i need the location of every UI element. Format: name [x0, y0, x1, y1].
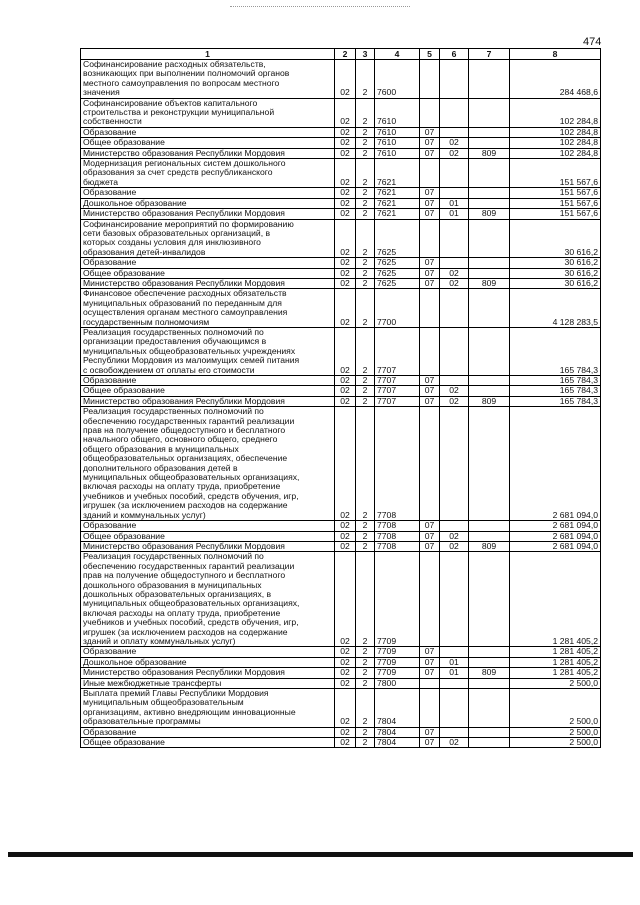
row-amount: 151 567,6 — [510, 198, 601, 208]
row-col-2: 02 — [335, 278, 356, 288]
row-col-3: 2 — [356, 258, 375, 268]
row-col-4: 7800 — [375, 678, 420, 688]
row-name: Софинансирование расходных обязательств, возникающих при выполнении полномочий органов местного самоуправления по вопросам местного значения — [81, 60, 335, 99]
row-col-4: 7709 — [375, 668, 420, 678]
table-row — [81, 219, 601, 258]
table-row — [81, 386, 601, 396]
header-col-7: 7 — [469, 49, 510, 60]
row-col-2: 02 — [335, 647, 356, 657]
row-name: Выплата премий Главы Республики Мордовия муниципальным общеобразовательным организациям, активно внедряющим инновационные образовательные программы — [81, 689, 335, 728]
row-col-3: 2 — [356, 219, 375, 258]
top-dotted-rule — [230, 6, 410, 7]
row-col-3: 2 — [356, 407, 375, 521]
row-col-3: 2 — [356, 668, 375, 678]
row-amount: 1 281 405,2 — [510, 668, 601, 678]
row-col-5: 07 — [420, 278, 440, 288]
row-col-6 — [440, 647, 469, 657]
table-row — [81, 657, 601, 667]
row-col-2: 02 — [335, 521, 356, 531]
row-col-6 — [440, 258, 469, 268]
row-col-4: 7621 — [375, 188, 420, 198]
row-col-5 — [420, 60, 440, 99]
row-col-5 — [420, 289, 440, 328]
table-row — [81, 327, 601, 375]
row-col-3: 2 — [356, 647, 375, 657]
row-col-4: 7610 — [375, 138, 420, 148]
row-col-3: 2 — [356, 148, 375, 158]
row-col-7: 809 — [469, 668, 510, 678]
row-col-5: 07 — [420, 138, 440, 148]
row-col-6: 01 — [440, 657, 469, 667]
row-name: Иные межбюджетные трансферты — [81, 678, 335, 688]
row-col-5: 07 — [420, 668, 440, 678]
row-col-2: 02 — [335, 258, 356, 268]
table-row — [81, 138, 601, 148]
row-col-7: 809 — [469, 148, 510, 158]
row-col-5 — [420, 219, 440, 258]
row-col-4: 7707 — [375, 386, 420, 396]
row-col-6: 02 — [440, 138, 469, 148]
row-col-4: 7804 — [375, 689, 420, 728]
table-body — [81, 60, 601, 748]
header-col-2: 2 — [335, 49, 356, 60]
row-col-5: 07 — [420, 148, 440, 158]
table-row — [81, 127, 601, 137]
header-col-4: 4 — [375, 49, 420, 60]
row-col-6 — [440, 327, 469, 375]
bottom-scan-bar — [8, 852, 633, 857]
row-col-2: 02 — [335, 289, 356, 328]
row-name: Министерство образования Республики Мордовия — [81, 396, 335, 406]
row-col-3: 2 — [356, 657, 375, 667]
row-col-5: 07 — [420, 258, 440, 268]
row-col-6 — [440, 219, 469, 258]
table-row — [81, 647, 601, 657]
row-col-4: 7610 — [375, 98, 420, 127]
row-amount: 30 616,2 — [510, 278, 601, 288]
row-name: Образование — [81, 727, 335, 737]
row-col-3: 2 — [356, 127, 375, 137]
table-row — [81, 198, 601, 208]
row-name: Модернизация региональных систем дошкольного образования за счет средств республиканского бюджета — [81, 159, 335, 188]
table-row — [81, 289, 601, 328]
row-col-4: 7600 — [375, 60, 420, 99]
row-col-4: 7700 — [375, 289, 420, 328]
row-col-2: 02 — [335, 376, 356, 386]
table-row — [81, 531, 601, 541]
row-col-5: 07 — [420, 531, 440, 541]
row-col-5: 07 — [420, 657, 440, 667]
row-col-4: 7621 — [375, 198, 420, 208]
row-col-6: 02 — [440, 531, 469, 541]
row-name: Министерство образования Республики Мордовия — [81, 209, 335, 219]
row-col-4: 7625 — [375, 268, 420, 278]
header-row — [81, 49, 601, 60]
row-col-3: 2 — [356, 98, 375, 127]
row-amount: 2 681 094,0 — [510, 541, 601, 551]
row-col-5 — [420, 689, 440, 728]
row-col-5: 07 — [420, 521, 440, 531]
row-col-2: 02 — [335, 219, 356, 258]
table-row — [81, 668, 601, 678]
row-amount: 151 567,6 — [510, 159, 601, 188]
row-col-2: 02 — [335, 396, 356, 406]
row-col-7 — [469, 188, 510, 198]
row-col-2: 02 — [335, 98, 356, 127]
row-col-6 — [440, 678, 469, 688]
row-col-4: 7707 — [375, 327, 420, 375]
row-amount: 1 281 405,2 — [510, 647, 601, 657]
table-row — [81, 727, 601, 737]
row-col-5: 07 — [420, 727, 440, 737]
table-row — [81, 188, 601, 198]
row-amount: 2 681 094,0 — [510, 531, 601, 541]
row-col-4: 7708 — [375, 531, 420, 541]
row-name: Министерство образования Республики Мордовия — [81, 541, 335, 551]
header-col-8: 8 — [510, 49, 601, 60]
row-col-7 — [469, 289, 510, 328]
row-amount: 2 500,0 — [510, 689, 601, 728]
row-col-7 — [469, 98, 510, 127]
row-col-7 — [469, 678, 510, 688]
row-col-7 — [469, 738, 510, 748]
row-col-4: 7625 — [375, 219, 420, 258]
row-col-5: 07 — [420, 127, 440, 137]
row-amount: 165 784,3 — [510, 376, 601, 386]
row-col-2: 02 — [335, 552, 356, 647]
row-amount: 165 784,3 — [510, 327, 601, 375]
row-name: Реализация государственных полномочий по организации предоставления обучающимся в муниципальных общеобразовательных учреждениях Республики Мордовия из малоимущих семей питания с освобождением от оплаты его стоимости — [81, 327, 335, 375]
row-col-5: 07 — [420, 198, 440, 208]
row-col-2: 02 — [335, 689, 356, 728]
row-col-6 — [440, 376, 469, 386]
row-col-3: 2 — [356, 188, 375, 198]
row-col-2: 02 — [335, 188, 356, 198]
row-col-2: 02 — [335, 668, 356, 678]
row-col-3: 2 — [356, 689, 375, 728]
row-amount: 102 284,8 — [510, 138, 601, 148]
row-name: Общее образование — [81, 738, 335, 748]
table-row — [81, 521, 601, 531]
row-amount: 165 784,3 — [510, 386, 601, 396]
row-col-7: 809 — [469, 209, 510, 219]
row-col-5 — [420, 98, 440, 127]
row-col-6: 02 — [440, 148, 469, 158]
table-row — [81, 258, 601, 268]
row-col-6 — [440, 289, 469, 328]
row-col-6 — [440, 188, 469, 198]
row-col-4: 7708 — [375, 541, 420, 551]
row-name: Общее образование — [81, 386, 335, 396]
table-row — [81, 678, 601, 688]
row-name: Образование — [81, 647, 335, 657]
row-col-3: 2 — [356, 278, 375, 288]
table-row — [81, 268, 601, 278]
row-amount: 2 500,0 — [510, 738, 601, 748]
row-col-3: 2 — [356, 159, 375, 188]
row-amount: 151 567,6 — [510, 209, 601, 219]
row-col-7 — [469, 60, 510, 99]
row-name: Образование — [81, 188, 335, 198]
row-col-7 — [469, 552, 510, 647]
row-col-6 — [440, 552, 469, 647]
row-col-7 — [469, 727, 510, 737]
row-name: Образование — [81, 376, 335, 386]
row-col-2: 02 — [335, 198, 356, 208]
header-col-1: 1 — [81, 49, 335, 60]
row-col-3: 2 — [356, 521, 375, 531]
row-col-6: 02 — [440, 738, 469, 748]
row-amount: 151 567,6 — [510, 188, 601, 198]
row-col-4: 7610 — [375, 127, 420, 137]
row-name: Общее образование — [81, 138, 335, 148]
row-col-4: 7621 — [375, 209, 420, 219]
row-col-7 — [469, 531, 510, 541]
row-amount: 1 281 405,2 — [510, 657, 601, 667]
row-col-2: 02 — [335, 541, 356, 551]
row-col-2: 02 — [335, 138, 356, 148]
row-col-7 — [469, 376, 510, 386]
row-col-5 — [420, 552, 440, 647]
row-name: Образование — [81, 127, 335, 137]
row-col-5: 07 — [420, 396, 440, 406]
row-col-2: 02 — [335, 678, 356, 688]
row-col-2: 02 — [335, 727, 356, 737]
row-col-6 — [440, 521, 469, 531]
row-col-7 — [469, 159, 510, 188]
row-col-5: 07 — [420, 647, 440, 657]
row-col-6 — [440, 98, 469, 127]
row-amount: 30 616,2 — [510, 258, 601, 268]
row-col-5 — [420, 678, 440, 688]
row-amount: 102 284,8 — [510, 148, 601, 158]
row-name: Общее образование — [81, 531, 335, 541]
row-col-6 — [440, 127, 469, 137]
row-col-2: 02 — [335, 386, 356, 396]
row-col-6: 02 — [440, 396, 469, 406]
row-col-3: 2 — [356, 209, 375, 219]
row-col-3: 2 — [356, 386, 375, 396]
row-col-6 — [440, 159, 469, 188]
row-col-4: 7804 — [375, 738, 420, 748]
row-amount: 1 281 405,2 — [510, 552, 601, 647]
row-col-7: 809 — [469, 396, 510, 406]
row-col-5: 07 — [420, 268, 440, 278]
row-col-6 — [440, 689, 469, 728]
row-name: Реализация государственных полномочий по обеспечению государственных гарантий реализации прав на получение общедоступного и бесплатного начального общего, основного общего, среднего общего образования в муниципальных общеобразовательных организациях, обеспечение дополнительного образования детей в муниципальных общеобразовательных организациях, включая расходы на оплату труда, приобретение учебников и учебных пособий, средств обучения, игр, игрушек (за исключением расходов на содержание зданий и коммунальных услуг) — [81, 407, 335, 521]
row-amount: 30 616,2 — [510, 219, 601, 258]
header-col-5: 5 — [420, 49, 440, 60]
row-col-2: 02 — [335, 738, 356, 748]
row-col-6: 01 — [440, 668, 469, 678]
row-col-4: 7804 — [375, 727, 420, 737]
row-col-2: 02 — [335, 148, 356, 158]
row-name: Министерство образования Республики Мордовия — [81, 668, 335, 678]
row-col-3: 2 — [356, 327, 375, 375]
row-col-7 — [469, 521, 510, 531]
row-name: Софинансирование объектов капитального строительства и реконструкции муниципальной собственности — [81, 98, 335, 127]
row-col-2: 02 — [335, 327, 356, 375]
row-col-2: 02 — [335, 531, 356, 541]
row-amount: 102 284,8 — [510, 98, 601, 127]
page-number: 474 — [583, 36, 602, 48]
row-col-2: 02 — [335, 209, 356, 219]
table-row — [81, 98, 601, 127]
row-col-4: 7707 — [375, 376, 420, 386]
table-row — [81, 541, 601, 551]
row-col-6: 01 — [440, 209, 469, 219]
row-col-6: 02 — [440, 268, 469, 278]
row-col-5: 07 — [420, 376, 440, 386]
row-col-7 — [469, 258, 510, 268]
row-col-4: 7709 — [375, 647, 420, 657]
table-row — [81, 552, 601, 647]
row-col-3: 2 — [356, 376, 375, 386]
row-col-3: 2 — [356, 396, 375, 406]
row-col-3: 2 — [356, 678, 375, 688]
table-row — [81, 209, 601, 219]
row-col-4: 7610 — [375, 148, 420, 158]
row-col-6 — [440, 727, 469, 737]
row-col-7: 809 — [469, 541, 510, 551]
row-col-4: 7621 — [375, 159, 420, 188]
row-col-6: 02 — [440, 541, 469, 551]
row-col-7: 809 — [469, 278, 510, 288]
header-col-6: 6 — [440, 49, 469, 60]
row-col-4: 7708 — [375, 407, 420, 521]
row-col-5: 07 — [420, 541, 440, 551]
row-col-5: 07 — [420, 209, 440, 219]
row-name: Реализация государственных полномочий по обеспечению государственных гарантий реализации прав на получение общедоступного и бесплатного дошкольного образования в муниципальных дошкольных образовательных организациях, в муниципальных общеобразовательных организациях, включая расходы на оплату труда, приобретение учебников и учебных пособий, средств обучения, игр, игрушек (за исключением расходов на содержание зданий и оплату коммунальных услуг) — [81, 552, 335, 647]
row-col-3: 2 — [356, 268, 375, 278]
row-name: Дошкольное образование — [81, 657, 335, 667]
row-col-7 — [469, 327, 510, 375]
table-row — [81, 278, 601, 288]
row-col-5 — [420, 327, 440, 375]
row-amount: 30 616,2 — [510, 268, 601, 278]
row-col-6: 01 — [440, 198, 469, 208]
table-row — [81, 407, 601, 521]
row-col-3: 2 — [356, 198, 375, 208]
row-amount: 102 284,8 — [510, 127, 601, 137]
row-name: Образование — [81, 521, 335, 531]
row-name: Образование — [81, 258, 335, 268]
row-col-2: 02 — [335, 407, 356, 521]
row-col-7 — [469, 127, 510, 137]
row-amount: 2 681 094,0 — [510, 407, 601, 521]
row-col-2: 02 — [335, 268, 356, 278]
row-col-7 — [469, 219, 510, 258]
row-col-3: 2 — [356, 531, 375, 541]
row-col-3: 2 — [356, 552, 375, 647]
row-amount: 165 784,3 — [510, 396, 601, 406]
table-row — [81, 148, 601, 158]
row-name: Министерство образования Республики Мордовия — [81, 278, 335, 288]
row-col-7 — [469, 198, 510, 208]
row-col-5 — [420, 407, 440, 521]
row-amount: 4 128 283,5 — [510, 289, 601, 328]
row-col-2: 02 — [335, 657, 356, 667]
row-col-7 — [469, 138, 510, 148]
row-amount: 2 500,0 — [510, 727, 601, 737]
table-row — [81, 159, 601, 188]
table-row — [81, 689, 601, 728]
row-col-2: 02 — [335, 127, 356, 137]
row-col-3: 2 — [356, 738, 375, 748]
row-col-2: 02 — [335, 159, 356, 188]
row-col-5 — [420, 159, 440, 188]
row-amount: 284 468,6 — [510, 60, 601, 99]
row-col-5: 07 — [420, 738, 440, 748]
row-col-4: 7625 — [375, 258, 420, 268]
budget-table — [80, 48, 601, 748]
row-col-3: 2 — [356, 541, 375, 551]
row-col-6: 02 — [440, 386, 469, 396]
row-col-6 — [440, 60, 469, 99]
table-row — [81, 738, 601, 748]
row-col-7 — [469, 689, 510, 728]
table-row — [81, 396, 601, 406]
row-col-3: 2 — [356, 60, 375, 99]
row-col-5: 07 — [420, 386, 440, 396]
row-col-6 — [440, 407, 469, 521]
row-col-7 — [469, 657, 510, 667]
table-row — [81, 376, 601, 386]
row-name: Дошкольное образование — [81, 198, 335, 208]
row-amount: 2 500,0 — [510, 678, 601, 688]
row-name: Министерство образования Республики Мордовия — [81, 148, 335, 158]
row-col-3: 2 — [356, 727, 375, 737]
header-col-3: 3 — [356, 49, 375, 60]
row-col-4: 7708 — [375, 521, 420, 531]
table-row — [81, 60, 601, 99]
row-col-4: 7709 — [375, 657, 420, 667]
row-col-4: 7625 — [375, 278, 420, 288]
row-name: Финансовое обеспечение расходных обязательств муниципальных образований по переданным для осуществления органам местного самоуправления государственным полномочиям — [81, 289, 335, 328]
row-col-5: 07 — [420, 188, 440, 198]
row-name: Общее образование — [81, 268, 335, 278]
row-col-7 — [469, 647, 510, 657]
row-amount: 2 681 094,0 — [510, 521, 601, 531]
row-col-6: 02 — [440, 278, 469, 288]
row-col-2: 02 — [335, 60, 356, 99]
row-col-3: 2 — [356, 289, 375, 328]
row-col-3: 2 — [356, 138, 375, 148]
row-name: Софинансирование мероприятий по формированию сети базовых образовательных организаций, в которых созданы условия для инклюзивного образования детей-инвалидов — [81, 219, 335, 258]
row-col-7 — [469, 407, 510, 521]
row-col-7 — [469, 268, 510, 278]
row-col-7 — [469, 386, 510, 396]
row-col-4: 7709 — [375, 552, 420, 647]
row-col-4: 7707 — [375, 396, 420, 406]
